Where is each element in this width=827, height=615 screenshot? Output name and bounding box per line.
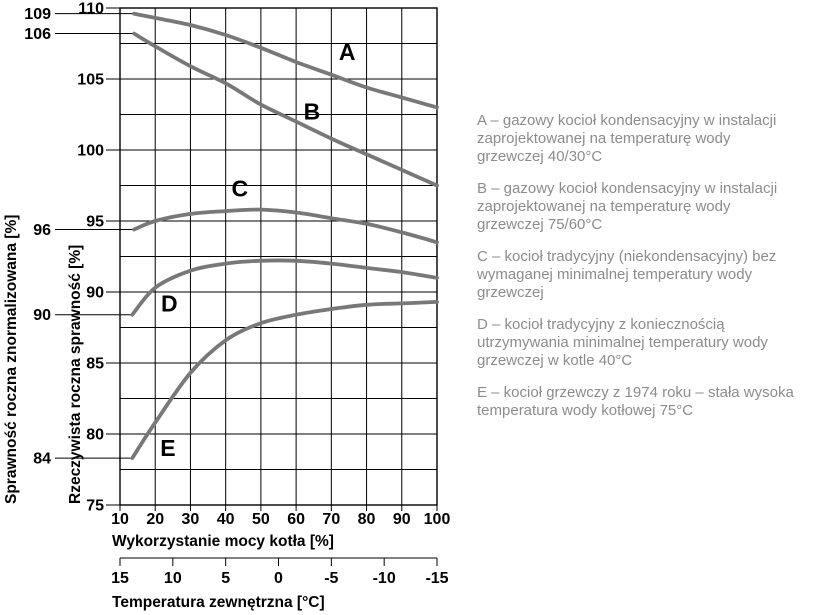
x-tick-label: 20 — [146, 511, 165, 528]
legend-text: grzewczej 40/30°C — [477, 148, 603, 165]
y-outer-label-E: 84 — [33, 450, 51, 468]
y-tick-label: 85 — [86, 355, 104, 373]
curve-E — [132, 302, 437, 458]
x-tick-label: 60 — [287, 511, 306, 528]
curve-label-E: E — [160, 435, 176, 462]
x-tick-label: 80 — [357, 511, 376, 528]
x-axis-title: Wykorzystanie mocy kotła [%] — [112, 533, 334, 550]
legend-text: grzewczej w kotle 40°C — [477, 352, 633, 369]
y-tick-label: 75 — [86, 497, 104, 515]
x-tick-label: 50 — [251, 511, 270, 528]
y-outer-label-D: 90 — [33, 307, 51, 325]
curve-C — [134, 210, 437, 243]
curve-label-B: B — [303, 98, 321, 125]
temp-tick-label: -5 — [324, 570, 339, 587]
y-tick-label: 95 — [86, 213, 104, 231]
y-axis-inner-title: Rzeczywista roczna sprawność [%] — [67, 244, 84, 504]
legend-text: grzewczej — [477, 284, 544, 301]
x-axis-secondary-title: Temperatura zewnętrzna [°C] — [112, 594, 325, 611]
temp-tick-label: -10 — [372, 570, 396, 587]
curve-D — [132, 260, 437, 317]
y-tick-label: 100 — [77, 142, 104, 160]
x-tick-label: 40 — [216, 511, 235, 528]
x-tick-label: 30 — [181, 511, 200, 528]
y-tick-label: 90 — [86, 284, 104, 302]
legend-text: utrzymywania minimalnej temperatury wody — [477, 334, 768, 351]
y-outer-label-B: 106 — [24, 26, 51, 44]
legend-item-A — [477, 112, 827, 166]
x-tick-label: 90 — [392, 511, 411, 528]
legend-item-C — [477, 248, 827, 302]
y-tick-label: 110 — [78, 0, 104, 18]
curve-label-D: D — [160, 290, 178, 317]
legend-text: E – kocioł grzewczy z 1974 roku – stała wysoka — [477, 384, 794, 401]
temp-tick-label: 5 — [221, 570, 231, 587]
curve-label-A: A — [338, 39, 356, 66]
temp-tick-label: 15 — [111, 570, 129, 587]
legend-item-E — [477, 384, 827, 420]
legend-text: grzewczej 75/60°C — [477, 216, 603, 233]
legend — [477, 112, 827, 434]
x-tick-label: 10 — [111, 511, 129, 528]
y-outer-label-A: 109 — [24, 6, 51, 24]
legend-text: B – gazowy kocioł kondensacyjny w instalacji — [477, 180, 778, 197]
temp-tick-label: 0 — [274, 570, 283, 587]
legend-text: zaprojektowanej na temperaturę wody — [477, 130, 731, 147]
temp-tick-label: 10 — [163, 570, 182, 587]
y-tick-label: 80 — [86, 426, 104, 444]
curve-label-C: C — [231, 175, 249, 202]
x-tick-label: 100 — [423, 511, 451, 528]
legend-text: D – kocioł tradycyjny z koniecznością — [477, 316, 725, 333]
chart-generated — [24, 1, 450, 588]
legend-text: A – gazowy kocioł kondensacyjny w instalacji — [477, 112, 777, 129]
legend-item-B — [477, 180, 827, 234]
legend-text: zaprojektowanej na temperaturę wody — [477, 198, 731, 215]
y-tick-label: 105 — [77, 71, 104, 89]
y-axis-outer-title: Sprawność roczna znormalizowana [%] — [3, 214, 20, 504]
legend-text: C – kocioł tradycyjny (niekondensacyjny) bez — [477, 248, 777, 265]
temp-tick-label: -15 — [425, 570, 449, 587]
legend-text: temperatura wody kotłowej 75°C — [477, 402, 694, 419]
legend-text: wymaganej minimalnej temperatury wody — [477, 266, 753, 283]
y-outer-label-C: 96 — [33, 222, 51, 240]
legend-item-D — [477, 316, 827, 370]
x-tick-label: 70 — [322, 511, 341, 528]
